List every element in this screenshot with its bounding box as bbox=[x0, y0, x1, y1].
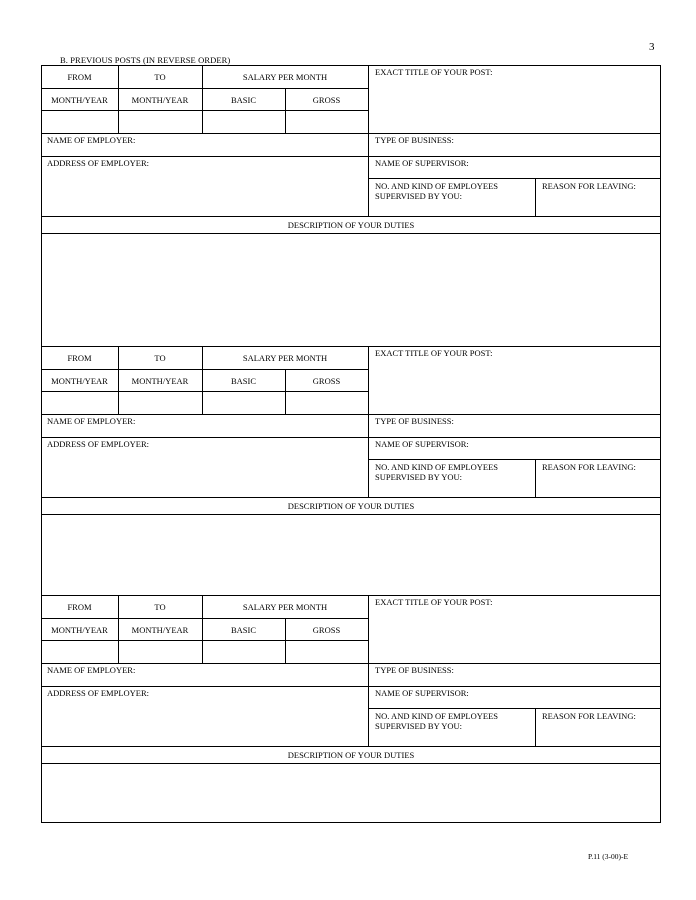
business-type-label: TYPE OF BUSINESS: bbox=[375, 135, 454, 145]
supervisor-name-label: NAME OF SUPERVISOR: bbox=[375, 688, 469, 698]
block-right-border bbox=[660, 595, 661, 823]
header-row-line bbox=[41, 618, 368, 619]
basic-label: BASIC bbox=[230, 95, 257, 105]
supervisor-name-label: NAME OF SUPERVISOR: bbox=[375, 439, 469, 449]
supervisor-row-line bbox=[368, 459, 661, 460]
exact-title-field[interactable] bbox=[369, 359, 660, 413]
from-label: FROM bbox=[67, 72, 92, 82]
to-month-year-label: MONTH/YEAR bbox=[131, 625, 189, 635]
salary-label: SALARY PER MONTH bbox=[242, 353, 328, 363]
supervisor-name-field[interactable] bbox=[478, 438, 660, 459]
duties-field[interactable] bbox=[42, 234, 660, 346]
employer-address-label: ADDRESS OF EMPLOYER: bbox=[47, 158, 150, 168]
employer-address-label: ADDRESS OF EMPLOYER: bbox=[47, 688, 150, 698]
employer-address-field[interactable] bbox=[42, 168, 367, 215]
business-type-field[interactable] bbox=[463, 664, 660, 686]
duties-label: DESCRIPTION OF YOUR DUTIES bbox=[287, 220, 415, 230]
supervisor-name-field[interactable] bbox=[478, 687, 660, 708]
employer-name-field[interactable] bbox=[151, 415, 367, 437]
from-date-field[interactable] bbox=[42, 111, 118, 133]
from-date-field[interactable] bbox=[42, 392, 118, 414]
business-type-field[interactable] bbox=[463, 134, 660, 156]
to-month-year-label: MONTH/YEAR bbox=[131, 376, 189, 386]
duties-label: DESCRIPTION OF YOUR DUTIES bbox=[287, 750, 415, 760]
duties-field[interactable] bbox=[42, 764, 660, 822]
reason-leaving-label: REASON FOR LEAVING: bbox=[542, 181, 636, 191]
business-type-label: TYPE OF BUSINESS: bbox=[375, 416, 454, 426]
salary-label: SALARY PER MONTH bbox=[242, 72, 328, 82]
reason-leaving-field[interactable] bbox=[536, 192, 660, 216]
gross-salary-field[interactable] bbox=[286, 641, 368, 663]
to-date-field[interactable] bbox=[119, 111, 202, 133]
block-right-border bbox=[660, 346, 661, 596]
gross-label: GROSS bbox=[312, 376, 341, 386]
from-month-year-label: MONTH/YEAR bbox=[51, 625, 108, 635]
to-label: TO bbox=[154, 602, 166, 612]
reason-leaving-label: REASON FOR LEAVING: bbox=[542, 711, 636, 721]
employer-name-field[interactable] bbox=[151, 664, 367, 686]
employer-name-field[interactable] bbox=[151, 134, 367, 156]
to-date-field[interactable] bbox=[119, 392, 202, 414]
supervisor-row-line bbox=[368, 708, 661, 709]
header-row-line bbox=[41, 88, 368, 89]
business-type-field[interactable] bbox=[463, 415, 660, 437]
duties-field[interactable] bbox=[42, 515, 660, 595]
basic-salary-field[interactable] bbox=[203, 111, 285, 133]
duties-header-top bbox=[41, 216, 661, 217]
block-top-border bbox=[41, 346, 661, 347]
duties-header-top bbox=[41, 746, 661, 747]
reason-leaving-label: REASON FOR LEAVING: bbox=[542, 462, 636, 472]
from-label: FROM bbox=[67, 602, 92, 612]
reason-leaving-field[interactable] bbox=[536, 473, 660, 497]
to-month-year-label: MONTH/YEAR bbox=[131, 95, 189, 105]
exact-title-field[interactable] bbox=[369, 608, 660, 662]
duties-label: DESCRIPTION OF YOUR DUTIES bbox=[287, 501, 415, 511]
to-label: TO bbox=[154, 353, 166, 363]
post-block-3 bbox=[41, 595, 661, 823]
from-label: FROM bbox=[67, 353, 92, 363]
employees-supervised-field[interactable] bbox=[369, 203, 535, 216]
block-top-border bbox=[41, 65, 661, 66]
basic-label: BASIC bbox=[230, 376, 257, 386]
page-number: 3 bbox=[649, 41, 655, 53]
basic-label: BASIC bbox=[230, 625, 257, 635]
employees-supervised-label: NO. AND KIND OF EMPLOYEES SUPERVISED BY YOU: bbox=[375, 711, 499, 731]
from-month-year-label: MONTH/YEAR bbox=[51, 95, 108, 105]
supervisor-name-field[interactable] bbox=[478, 157, 660, 178]
from-month-year-label: MONTH/YEAR bbox=[51, 376, 108, 386]
block-top-border bbox=[41, 595, 661, 596]
employer-name-label: NAME OF EMPLOYER: bbox=[47, 135, 136, 145]
employees-supervised-label: NO. AND KIND OF EMPLOYEES SUPERVISED BY YOU: bbox=[375, 181, 499, 201]
section-title: B. PREVIOUS POSTS (IN REVERSE ORDER) bbox=[60, 55, 231, 65]
business-type-label: TYPE OF BUSINESS: bbox=[375, 665, 454, 675]
post-block-1 bbox=[41, 65, 661, 347]
employees-supervised-field[interactable] bbox=[369, 484, 535, 497]
block-bottom-border bbox=[41, 822, 661, 823]
exact-title-label: EXACT TITLE OF YOUR POST: bbox=[375, 597, 493, 607]
form-code: P.11 (3-00)-E bbox=[588, 852, 629, 861]
employees-supervised-label: NO. AND KIND OF EMPLOYEES SUPERVISED BY YOU: bbox=[375, 462, 499, 482]
salary-label: SALARY PER MONTH bbox=[242, 602, 328, 612]
basic-salary-field[interactable] bbox=[203, 641, 285, 663]
basic-salary-field[interactable] bbox=[203, 392, 285, 414]
duties-header-top bbox=[41, 497, 661, 498]
gross-salary-field[interactable] bbox=[286, 392, 368, 414]
to-date-field[interactable] bbox=[119, 641, 202, 663]
employees-supervised-field[interactable] bbox=[369, 733, 535, 746]
from-date-field[interactable] bbox=[42, 641, 118, 663]
gross-label: GROSS bbox=[312, 95, 341, 105]
employer-name-label: NAME OF EMPLOYER: bbox=[47, 416, 136, 426]
employer-address-field[interactable] bbox=[42, 698, 367, 745]
header-row-line bbox=[41, 369, 368, 370]
to-label: TO bbox=[154, 72, 166, 82]
exact-title-field[interactable] bbox=[369, 78, 660, 132]
gross-salary-field[interactable] bbox=[286, 111, 368, 133]
employer-address-field[interactable] bbox=[42, 449, 367, 496]
block-right-border bbox=[660, 65, 661, 347]
reason-leaving-field[interactable] bbox=[536, 722, 660, 746]
supervisor-name-label: NAME OF SUPERVISOR: bbox=[375, 158, 469, 168]
post-block-2 bbox=[41, 346, 661, 596]
exact-title-label: EXACT TITLE OF YOUR POST: bbox=[375, 67, 493, 77]
employer-address-label: ADDRESS OF EMPLOYER: bbox=[47, 439, 150, 449]
supervisor-row-line bbox=[368, 178, 661, 179]
employer-name-label: NAME OF EMPLOYER: bbox=[47, 665, 136, 675]
gross-label: GROSS bbox=[312, 625, 341, 635]
exact-title-label: EXACT TITLE OF YOUR POST: bbox=[375, 348, 493, 358]
